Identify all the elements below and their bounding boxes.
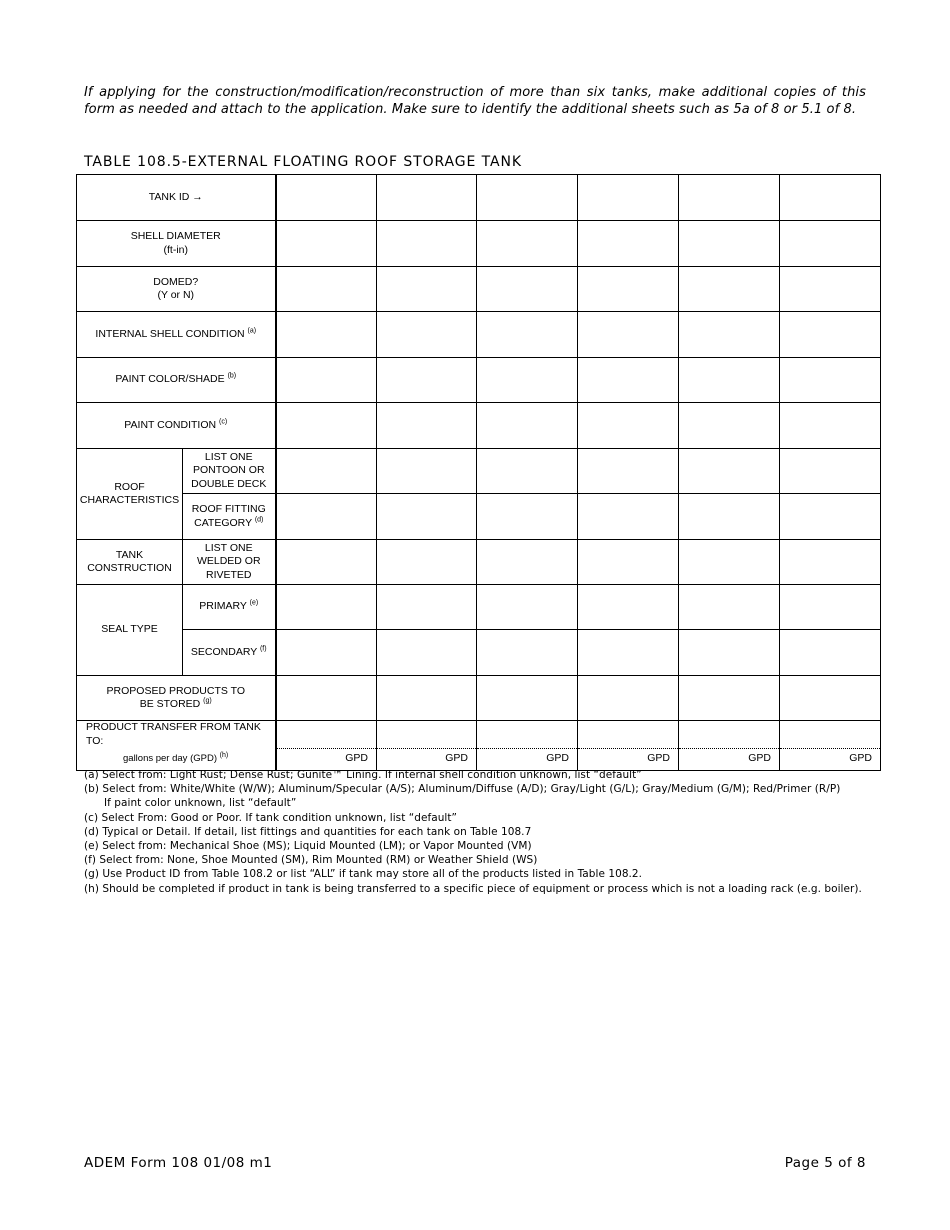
seal-primary-cell-1[interactable] <box>276 585 377 630</box>
gpd-unit: GPD <box>345 752 368 765</box>
gpd-cell-3[interactable] <box>477 748 578 770</box>
tank-id-cell-2[interactable] <box>377 175 477 221</box>
proposed-products-label: PROPOSED PRODUCTS TO BE STORED $^{(g)}$ <box>77 676 276 721</box>
tank-construction-cell-4[interactable] <box>578 540 679 585</box>
product-transfer-cell-1[interactable] <box>276 721 377 749</box>
seal-secondary-cell-3[interactable] <box>477 630 578 676</box>
roof-characteristics-label: ROOF CHARACTERISTICS <box>77 449 183 540</box>
paint-color-cell-6[interactable] <box>780 358 881 403</box>
product-transfer-label: PRODUCT TRANSFER FROM TANK TO: <box>77 721 276 749</box>
internal-shell-cell-4[interactable] <box>578 312 679 358</box>
proposed-products-cell-1[interactable] <box>276 676 377 721</box>
roof-type-cell-5[interactable] <box>679 449 780 494</box>
seal-secondary-cell-6[interactable] <box>780 630 881 676</box>
roof-fitting-cell-6[interactable] <box>780 494 881 540</box>
footnotes <box>84 768 884 896</box>
row-tank-construction <box>77 540 881 585</box>
seal-primary-cell-4[interactable] <box>578 585 679 630</box>
intro-instructions: If applying for the construction/modification/reconstruction of more than six tanks, make additional copies of this form as needed and attach to the application. Make sure to identify the additional sheets such as 5a of 8 or 5.1 of 8. <box>84 85 866 117</box>
roof-type-cell-4[interactable] <box>578 449 679 494</box>
paint-color-cell-4[interactable] <box>578 358 679 403</box>
seal-type-label: SEAL TYPE <box>77 585 183 676</box>
roof-fitting-cell-3[interactable] <box>477 494 578 540</box>
footnote-c: (c) Select From: Good or Poor. If tank condition unknown, list “default” <box>84 811 458 824</box>
tank-id-cell-4[interactable] <box>578 175 679 221</box>
domed-label: DOMED? (Y or N) <box>77 267 276 312</box>
product-transfer-cell-3[interactable] <box>477 721 578 749</box>
footnote-b: (b) Select from: White/White (W/W); Aluminum/Specular (A/S); Aluminum/Diffuse (A/D); Gray/Light (G/L); Gray/Medium (G/M); Red/Primer (R/P) <box>84 783 841 796</box>
gpd-unit: GPD <box>748 752 771 765</box>
gpd-unit: GPD <box>647 752 670 765</box>
proposed-products-cell-4[interactable] <box>578 676 679 721</box>
footnote-g: (g) Use Product ID from Table 108.2 or list “ALL” if tank may store all of the products listed in Table 108.2. <box>84 868 643 881</box>
shell-diameter-cell-6[interactable] <box>780 221 881 267</box>
gallons-per-day-label: gallons per day (GPD) $^{(h)}$ <box>77 748 276 770</box>
gpd-cell-2[interactable] <box>377 748 477 770</box>
gpd-cell-6[interactable] <box>780 748 881 770</box>
external-floating-roof-tank-table <box>76 174 881 771</box>
shell-diameter-label: SHELL DIAMETER (ft-in) <box>77 221 276 267</box>
proposed-products-cell-2[interactable] <box>377 676 477 721</box>
page-number: Page 5 of 8 <box>784 1155 866 1171</box>
internal-shell-cell-5[interactable] <box>679 312 780 358</box>
tank-construction-list-label: LIST ONE WELDED OR RIVETED <box>183 540 276 585</box>
row-internal-shell-condition <box>77 312 881 358</box>
table-title: TABLE 108.5-EXTERNAL FLOATING ROOF STORAGE TANK <box>84 154 522 170</box>
seal-primary-cell-2[interactable] <box>377 585 477 630</box>
paint-condition-cell-2[interactable] <box>377 403 477 449</box>
row-shell-diameter <box>77 221 881 267</box>
tank-id-label: TANK ID → <box>77 175 276 221</box>
paint-color-cell-3[interactable] <box>477 358 578 403</box>
proposed-products-cell-3[interactable] <box>477 676 578 721</box>
gpd-unit: GPD <box>546 752 569 765</box>
roof-fitting-cell-5[interactable] <box>679 494 780 540</box>
domed-cell-6[interactable] <box>780 267 881 312</box>
domed-cell-3[interactable] <box>477 267 578 312</box>
tank-id-cell-5[interactable] <box>679 175 780 221</box>
product-transfer-cell-5[interactable] <box>679 721 780 749</box>
row-seal-primary <box>77 585 881 630</box>
row-domed <box>77 267 881 312</box>
roof-type-cell-1[interactable] <box>276 449 377 494</box>
domed-cell-5[interactable] <box>679 267 780 312</box>
shell-diameter-cell-5[interactable] <box>679 221 780 267</box>
product-transfer-cell-4[interactable] <box>578 721 679 749</box>
paint-color-cell-1[interactable] <box>276 358 377 403</box>
paint-condition-label: PAINT CONDITION $^{(c)}$ <box>77 403 276 449</box>
row-seal-secondary <box>77 630 881 676</box>
shell-diameter-cell-2[interactable] <box>377 221 477 267</box>
roof-type-cell-3[interactable] <box>477 449 578 494</box>
roof-list-one-label: LIST ONE PONTOON OR DOUBLE DECK <box>183 449 276 494</box>
seal-primary-cell-5[interactable] <box>679 585 780 630</box>
tank-construction-label: TANK CONSTRUCTION <box>77 540 183 585</box>
tank-construction-cell-6[interactable] <box>780 540 881 585</box>
row-roof-pontoon <box>77 449 881 494</box>
tank-construction-cell-2[interactable] <box>377 540 477 585</box>
paint-condition-cell-5[interactable] <box>679 403 780 449</box>
paint-color-cell-5[interactable] <box>679 358 780 403</box>
tank-id-cell-6[interactable] <box>780 175 881 221</box>
roof-type-cell-6[interactable] <box>780 449 881 494</box>
roof-fitting-cell-4[interactable] <box>578 494 679 540</box>
paint-condition-cell-1[interactable] <box>276 403 377 449</box>
shell-diameter-cell-3[interactable] <box>477 221 578 267</box>
tank-id-cell-3[interactable] <box>477 175 578 221</box>
proposed-products-cell-6[interactable] <box>780 676 881 721</box>
roof-type-cell-2[interactable] <box>377 449 477 494</box>
paint-condition-cell-4[interactable] <box>578 403 679 449</box>
footnote-d: (d) Typical or Detail. If detail, list fittings and quantities for each tank on Table 108.7 <box>84 825 532 838</box>
paint-condition-cell-3[interactable] <box>477 403 578 449</box>
seal-secondary-cell-5[interactable] <box>679 630 780 676</box>
seal-primary-cell-3[interactable] <box>477 585 578 630</box>
footnote-h: (h) Should be completed if product in tank is being transferred to a specific piece of equipment or process which is not a loading rack (e.g. boiler). <box>84 882 862 895</box>
domed-cell-1[interactable] <box>276 267 377 312</box>
internal-shell-label: INTERNAL SHELL CONDITION $^{(a)}$ <box>77 312 276 358</box>
gpd-unit: GPD <box>445 752 468 765</box>
seal-primary-label: PRIMARY $^{(e)}$ <box>183 585 276 630</box>
row-tank-id <box>77 175 881 221</box>
gpd-cell-1[interactable] <box>276 748 377 770</box>
shell-diameter-cell-1[interactable] <box>276 221 377 267</box>
gpd-unit: GPD <box>849 752 872 765</box>
internal-shell-cell-3[interactable] <box>477 312 578 358</box>
paint-color-label: PAINT COLOR/SHADE $^{(b)}$ <box>77 358 276 403</box>
seal-primary-cell-6[interactable] <box>780 585 881 630</box>
row-paint-color <box>77 358 881 403</box>
footnote-e: (e) Select from: Mechanical Shoe (MS); Liquid Mounted (LM); or Vapor Mounted (VM) <box>84 840 532 853</box>
seal-secondary-cell-2[interactable] <box>377 630 477 676</box>
tank-construction-cell-1[interactable] <box>276 540 377 585</box>
tank-id-cell-1[interactable] <box>276 175 377 221</box>
product-transfer-cell-2[interactable] <box>377 721 477 749</box>
row-roof-fitting <box>77 494 881 540</box>
footnote-a: (a) Select from: Light Rust; Dense Rust; Gunite™ Lining. If internal shell condition unknown, list “default” <box>84 769 642 781</box>
seal-secondary-cell-1[interactable] <box>276 630 377 676</box>
row-paint-condition <box>77 403 881 449</box>
internal-shell-cell-6[interactable] <box>780 312 881 358</box>
form-id: ADEM Form 108 01/08 m1 <box>84 1155 273 1171</box>
internal-shell-cell-2[interactable] <box>377 312 477 358</box>
internal-shell-cell-1[interactable] <box>276 312 377 358</box>
roof-fitting-label: ROOF FITTING CATEGORY $^{(d)}$ <box>183 494 276 540</box>
proposed-products-cell-5[interactable] <box>679 676 780 721</box>
seal-secondary-cell-4[interactable] <box>578 630 679 676</box>
roof-fitting-cell-1[interactable] <box>276 494 377 540</box>
row-product-transfer <box>77 721 881 749</box>
paint-color-cell-2[interactable] <box>377 358 477 403</box>
seal-secondary-label: SECONDARY $^{(f)}$ <box>183 630 276 676</box>
roof-fitting-cell-2[interactable] <box>377 494 477 540</box>
gpd-cell-4[interactable] <box>578 748 679 770</box>
tank-construction-cell-5[interactable] <box>679 540 780 585</box>
product-transfer-cell-6[interactable] <box>780 721 881 749</box>
footnote-b-continued: If paint color unknown, list “default” <box>104 797 297 810</box>
shell-diameter-cell-4[interactable] <box>578 221 679 267</box>
footnote-f: (f) Select from: None, Shoe Mounted (SM), Rim Mounted (RM) or Weather Shield (WS) <box>84 854 538 867</box>
tank-construction-cell-3[interactable] <box>477 540 578 585</box>
domed-cell-2[interactable] <box>377 267 477 312</box>
gpd-cell-5[interactable] <box>679 748 780 770</box>
domed-cell-4[interactable] <box>578 267 679 312</box>
row-gallons-per-day <box>77 748 881 770</box>
paint-condition-cell-6[interactable] <box>780 403 881 449</box>
row-proposed-products <box>77 676 881 721</box>
